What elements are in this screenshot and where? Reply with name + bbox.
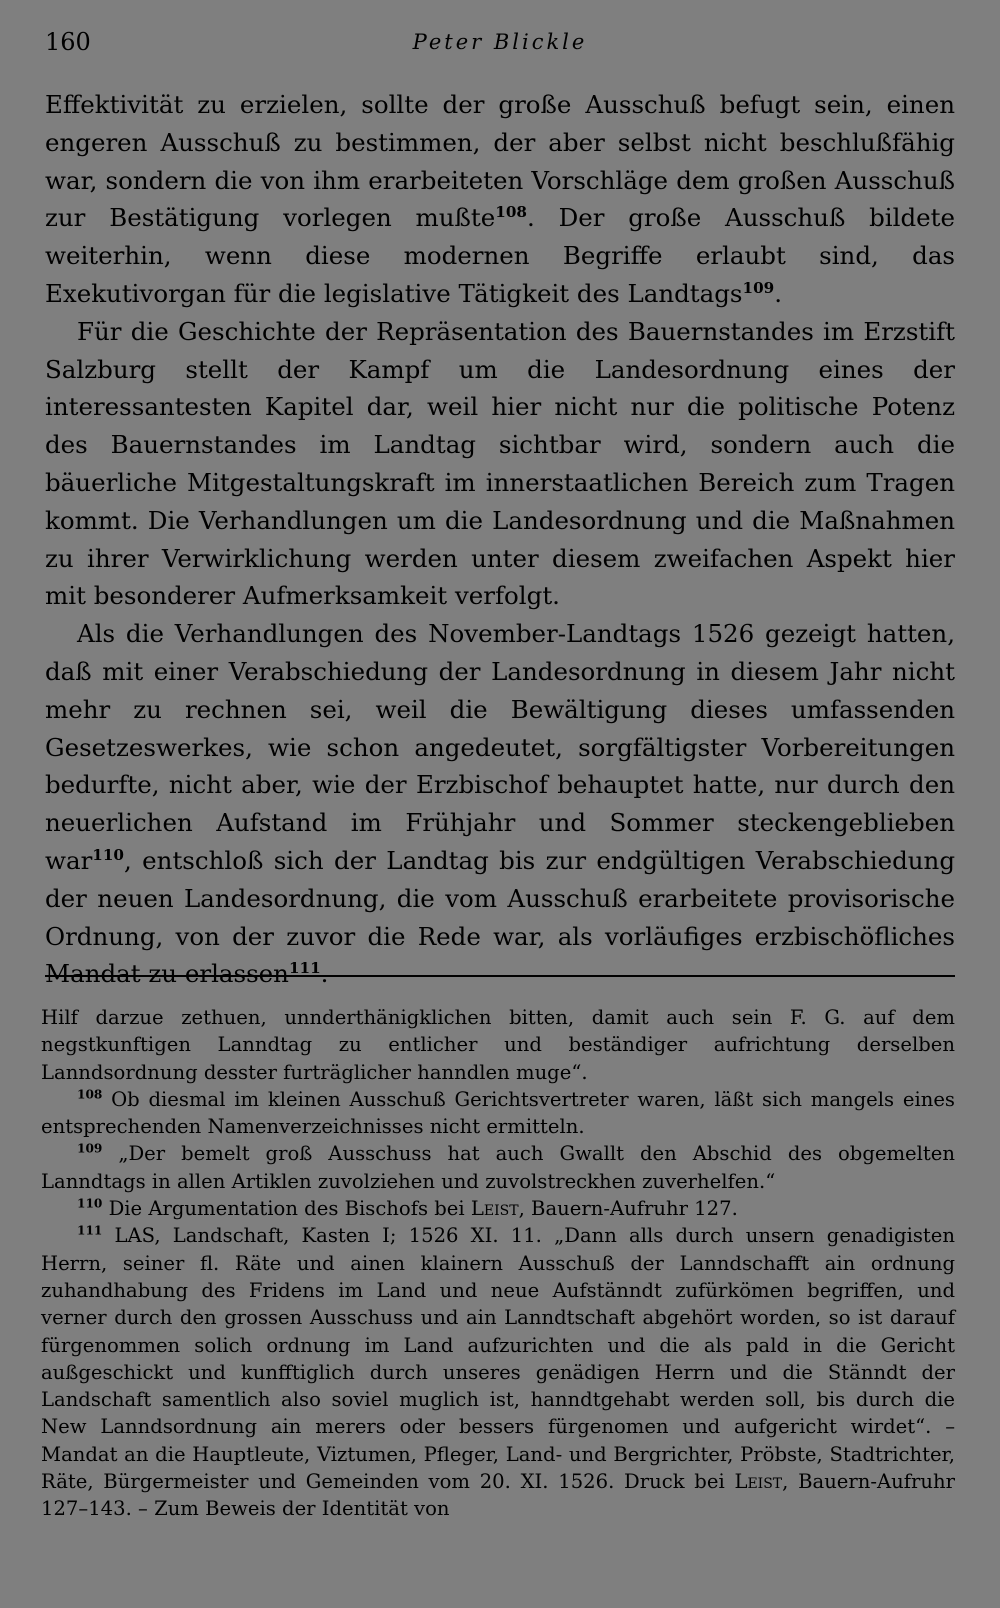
paragraph-3: Als die Verhandlungen des November-Landtags 1526 gezeigt hatten, daß mit einer Verabschiedung der Landesordnung in diesem Jahr nicht mehr zu rechnen sei, weil die Bewältigung dieses umfassenden Gesetzeswerkes, wie schon angedeutet, sorgfältigster Vorbereitungen bedurfte, nicht aber, wie der Erzbischof behauptet hatte, nur durch den neuerlichen Aufstand im Frühjahr und Sommer steckengeblieben war$^{110}$, entschloß sich der Landtag bis zur endgültigen Verabschiedung der neuen Landesordnung, die vom Ausschuß erarbeitete provisorische Ordnung, von der zuvor die Rede war, als vorläufiges erzbischöfliches Mandat zu erlassen$^{111}$. — [45, 619, 955, 989]
footnote-ref-108: 108 — [495, 203, 527, 222]
footnote-continuation: Hilf darzue zethuen, unnderthänigklichen bitten, damit auch sein F. G. auf dem negstkunftigen Lanndtag zu entlicher und beständiger aufrichtung derselben Lanndsordnung desster furträglicher hanndlen muge“. — [41, 1006, 955, 1084]
paragraph-1: Effektivität zu erzielen, sollte der große Ausschuß befugt sein, einen engeren Ausschuß zu bestimmen, der aber selbst nicht beschlußfähig war, sondern die von ihm erarbeiteten Vorschläge dem großen Ausschuß zur Bestätigung vorlegen mußte$^{108}$. Der große Ausschuß bildete weiterhin, wenn diese modernen Begriffe erlaubt sind, das Exekutivorgan für die legislative Tätigkeit des Landtags$^{109}$. — [45, 90, 956, 308]
footnote-111: $^{111}$ LAS, Landschaft, Kasten I; 1526 XI. 11. „Dann alls durch unsern genadigisten Herrn, seiner fl. Räte und ainen klainern Ausschuß der Lanndschafft ain ordnung zuhandhabung des Fridens im Land und neue Aufstänndt zufürkömen begriffen, und verner durch den grossen Ausschuss und ain Lanndtschaft abgehört worden, so ist darauf fürgenommen solich ordnung im Land aufzurichten und die als pald in die Gericht außgeschickt und kunfftiglich durch unseres genädigen Herrn und die Stänndt der Landschaft samentlich also soviel muglich ist, hanndtgehabt werden soll, bis durch die New Lanndsordnung ain merers oder bessers fürgenomen und aufgericht wirdet“. – Mandat an die Hauptleute, Viztumen, Pfleger, Land- und Bergrichter, Pröbste, Stadtrichter, Räte, Bürgermeister und Gemeinden vom 20. XI. 1526. Druck bei Leist, Bauern-Aufruhr 127–143. – Zum Beweis der Identität von — [41, 1223, 956, 1521]
page-header — [45, 28, 955, 64]
main-text — [45, 86, 955, 993]
footnote-110: $^{110}$ Die Argumentation des Bischofs bei Leist, Bauern-Aufruhr 127. — [77, 1196, 738, 1221]
page-number: 160 — [45, 28, 91, 56]
footnote-divider — [45, 975, 955, 977]
footnote-108: $^{108}$ Ob diesmal im kleinen Ausschuß Gerichtsvertreter waren, läßt sich mangels eines entsprechenden Namenverzeichnisses nicht ermitteln. — [41, 1087, 955, 1139]
paragraph-2: Für die Geschichte der Repräsentation des Bauernstandes im Erzstift Salzburg stellt der Kampf um die Landesordnung eines der interessantesten Kapitel dar, weil hier nicht nur die politische Potenz des Bauernstandes im Landtag sichtbar wird, sondern auch die bäuerliche Mitgestaltungskraft im innerstaatlichen Bereich zum Tragen kommt. Die Verhandlungen um die Landesordnung und die Maßnahmen zu ihrer Verwirklichung werden unter diesem zweifachen Aspekt hier mit besonderer Aufmerksamkeit verfolgt. — [45, 316, 955, 611]
running-head-author: Peter Blickle — [412, 30, 588, 54]
footnote-109: $^{109}$ „Der bemelt groß Ausschuss hat auch Gwallt den Abschid des obgemelten Lanndtags in allen Artiklen zuvolziehen und zuvolstreckhen zuverhelfen.“ — [41, 1141, 955, 1193]
footnotes — [41, 1004, 955, 1523]
footnote-ref-111: 111 — [288, 959, 321, 978]
footnote-ref-110: 110 — [92, 845, 124, 864]
footnote-ref-109: 109 — [742, 278, 775, 297]
